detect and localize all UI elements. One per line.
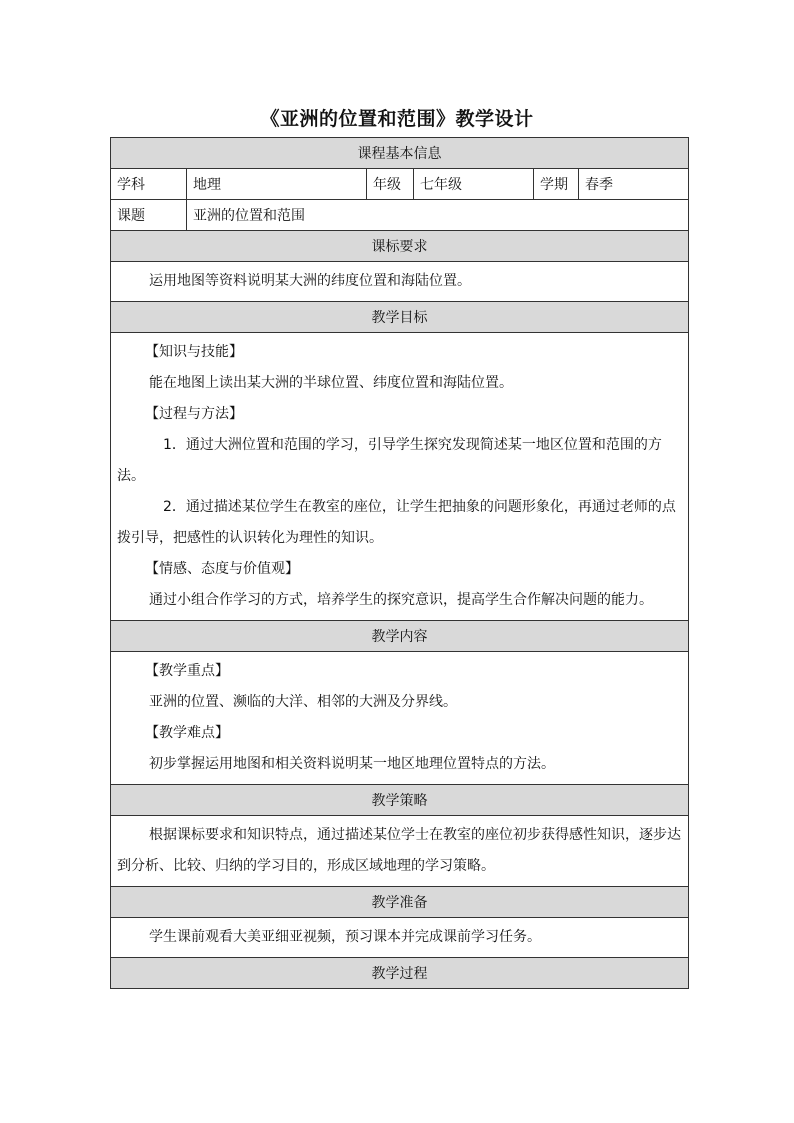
- emotion-title: 【情感、态度与价值观】: [145, 561, 299, 577]
- process-header: 教学过程: [111, 958, 689, 989]
- term-label: 学期: [534, 169, 579, 200]
- process-header-row: [111, 958, 689, 989]
- lesson-plan-table: [110, 137, 689, 989]
- topic-value: 亚洲的位置和范围: [187, 200, 689, 231]
- objectives-cell: [111, 333, 689, 621]
- knowledge-text: 能在地图上读出某大洲的半球位置、纬度位置和海陆位置。: [149, 375, 513, 391]
- objectives-header: 教学目标: [111, 302, 689, 333]
- difficulty-text: 初步掌握运用地图和相关资料说明某一地区地理位置特点的方法。: [149, 756, 555, 772]
- topic-label: 课题: [111, 200, 187, 231]
- grade-label: 年级: [367, 169, 414, 200]
- emotion-text: 通过小组合作学习的方式，培养学生的探究意识，提高学生合作解决问题的能力。: [149, 592, 653, 608]
- prep-row: [111, 918, 689, 958]
- standard-row: [111, 262, 689, 302]
- subject-label: 学科: [111, 169, 187, 200]
- basic-info-header: 课程基本信息: [111, 138, 689, 169]
- basic-info-header-row: [111, 138, 689, 169]
- standard-header: 课标要求: [111, 231, 689, 262]
- key-points-text: 亚洲的位置、濒临的大洋、相邻的大洲及分界线。: [149, 694, 457, 710]
- standard-header-row: [111, 231, 689, 262]
- content-row: [111, 652, 689, 785]
- process-item-2: 2．通过描述某位学生在教室的座位，让学生把抽象的问题形象化，再通过老师的点拨引导，把感性的认识转化为理性的知识。: [117, 499, 676, 546]
- standard-text: 运用地图等资料说明某大洲的纬度位置和海陆位置。: [149, 273, 471, 289]
- objectives-row: [111, 333, 689, 621]
- content-cell: [111, 652, 689, 785]
- content-header: 教学内容: [111, 621, 689, 652]
- process-title: 【过程与方法】: [145, 406, 243, 422]
- term-value: 春季: [579, 169, 689, 200]
- prep-text: 学生课前观看大美亚细亚视频，预习课本并完成课前学习任务。: [149, 929, 541, 945]
- prep-header-row: [111, 887, 689, 918]
- process-item-1: 1．通过大洲位置和范围的学习，引导学生探究发现简述某一地区位置和范围的方法。: [117, 437, 662, 484]
- strategy-text: 根据课标要求和知识特点，通过描述某位学士在教室的座位初步获得感性知识，逐步达到分析、比较、归纳的学习目的，形成区域地理的学习策略。: [117, 827, 681, 874]
- strategy-row: [111, 816, 689, 887]
- knowledge-title: 【知识与技能】: [145, 344, 243, 360]
- subject-value: 地理: [187, 169, 367, 200]
- standard-cell: [111, 262, 689, 302]
- grade-value: 七年级: [414, 169, 534, 200]
- strategy-header-row: [111, 785, 689, 816]
- prep-cell: [111, 918, 689, 958]
- content-header-row: [111, 621, 689, 652]
- objectives-header-row: [111, 302, 689, 333]
- strategy-cell: [111, 816, 689, 887]
- subject-row: [111, 169, 689, 200]
- document-title: 《亚洲的位置和范围》教学设计: [260, 108, 534, 130]
- topic-row: [111, 200, 689, 231]
- key-points-title: 【教学重点】: [145, 663, 229, 679]
- strategy-header: 教学策略: [111, 785, 689, 816]
- prep-header: 教学准备: [111, 887, 689, 918]
- difficulty-title: 【教学难点】: [145, 725, 229, 741]
